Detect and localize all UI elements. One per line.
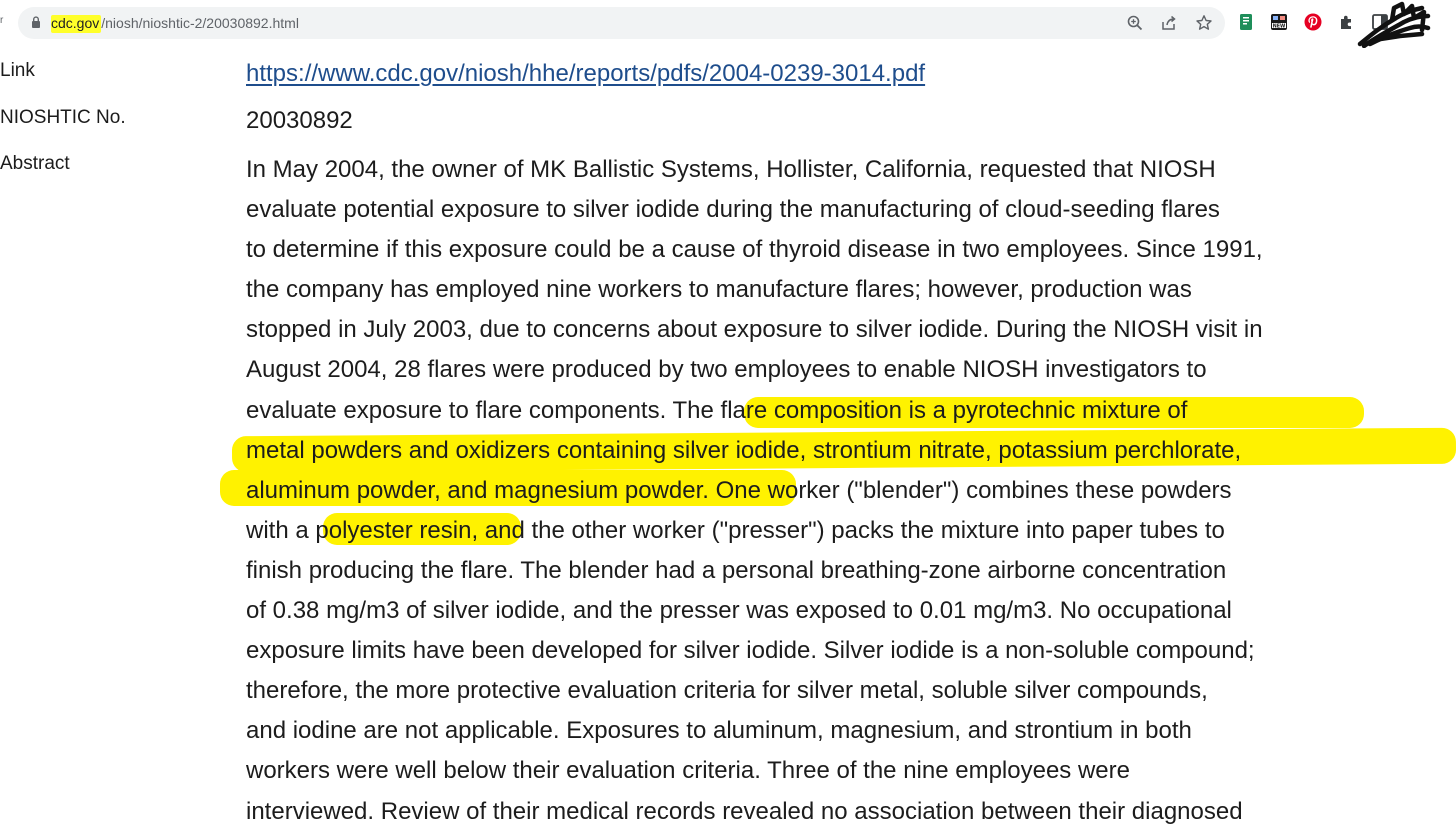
svg-text:NEW: NEW: [1272, 24, 1286, 30]
zoom-icon[interactable]: [1125, 13, 1145, 33]
pinterest-icon[interactable]: [1303, 12, 1323, 32]
url-text[interactable]: [51, 13, 299, 33]
abstract-line: exposure limits have been developed for silver iodide. Silver iodide is a non-soluble compound;: [246, 637, 1255, 665]
highlighted-text: metal powders and oxidizers containing silver iodide, strontium nitrate, potassium perchlorate,: [246, 436, 1242, 464]
redacted-scribble: [1352, 0, 1432, 48]
url-host: cdc.gov: [51, 15, 100, 31]
abstract-line: [246, 471, 1446, 511]
abstract-label: Abstract: [0, 153, 70, 174]
abstract-segment: evaluate exposure to flare components.: [246, 396, 673, 424]
abstract-line: of 0.38 mg/m3 of silver iodide, and the presser was exposed to 0.01 mg/m3. No occupational: [246, 597, 1232, 625]
abstract-line: finish producing the flare. The blender had a personal breathing-zone airborne concentration: [246, 556, 1227, 584]
abstract-line: and iodine are not applicable. Exposures to aluminum, magnesium, and strontium in both: [246, 717, 1192, 745]
share-icon[interactable]: [1159, 13, 1179, 33]
abstract-line: stopped in July 2003, due to concerns about exposure to silver iodide. During the NIOSH visit in: [246, 316, 1263, 344]
abstract-line: the company has employed nine workers to manufacture flares; however, production was: [246, 276, 1192, 304]
link-label: Link: [0, 60, 35, 81]
browser-toolbar: [0, 0, 1456, 44]
abstract-segment: and the other worker ("presser") packs the mixture into paper tubes to: [478, 516, 1225, 544]
highlighted-text: polyester resin,: [315, 516, 479, 544]
abstract-segment: . One worker ("blender") combines these powders: [702, 476, 1232, 504]
abstract-line: [246, 391, 1446, 431]
ext-green-book-icon[interactable]: [1236, 12, 1256, 32]
cropped-edge-glyph: r: [0, 15, 4, 26]
lock-icon[interactable]: [31, 16, 41, 28]
abstract-line: In May 2004, the owner of MK Ballistic Systems, Hollister, California, requested that NIOSH: [246, 156, 1216, 183]
report-pdf-link[interactable]: https://www.cdc.gov/niosh/hhe/reports/pdfs/2004-0239-3014.pdf: [246, 60, 926, 87]
address-bar[interactable]: [18, 7, 1225, 39]
abstract-line: interviewed. Review of their medical records revealed no association between their diagnosed: [246, 797, 1243, 825]
abstract-line: August 2004, 28 flares were produced by two employees to enable NIOSH investigators to: [246, 356, 1207, 384]
abstract-line: workers were well below their evaluation criteria. Three of the nine employees were: [246, 757, 1130, 785]
abstract-segment: with a: [246, 516, 316, 544]
abstract-line: to determine if this exposure could be a cause of thyroid disease in two employees. Since 1991,: [246, 236, 1263, 264]
abstract-line: therefore, the more protective evaluation criteria for silver metal, soluble silver compounds,: [246, 677, 1208, 705]
highlighted-text: aluminum powder, and magnesium powder: [246, 476, 703, 504]
abstract-line: evaluate potential exposure to silver iodide during the manufacturing of cloud-seeding flares: [246, 196, 1220, 224]
star-icon[interactable]: [1194, 13, 1214, 33]
nioshtic-number: 20030892: [246, 107, 353, 134]
abstract-line: [246, 511, 1446, 551]
nioshtic-label: NIOSHTIC No.: [0, 107, 126, 128]
url-path: /niosh/nioshtic-2/20030892.html: [101, 15, 299, 31]
ext-new-badge-icon[interactable]: [1269, 12, 1289, 32]
abstract-text: [246, 150, 1446, 832]
highlighted-text: The flare composition is a pyrotechnic mixture of: [672, 396, 1188, 424]
